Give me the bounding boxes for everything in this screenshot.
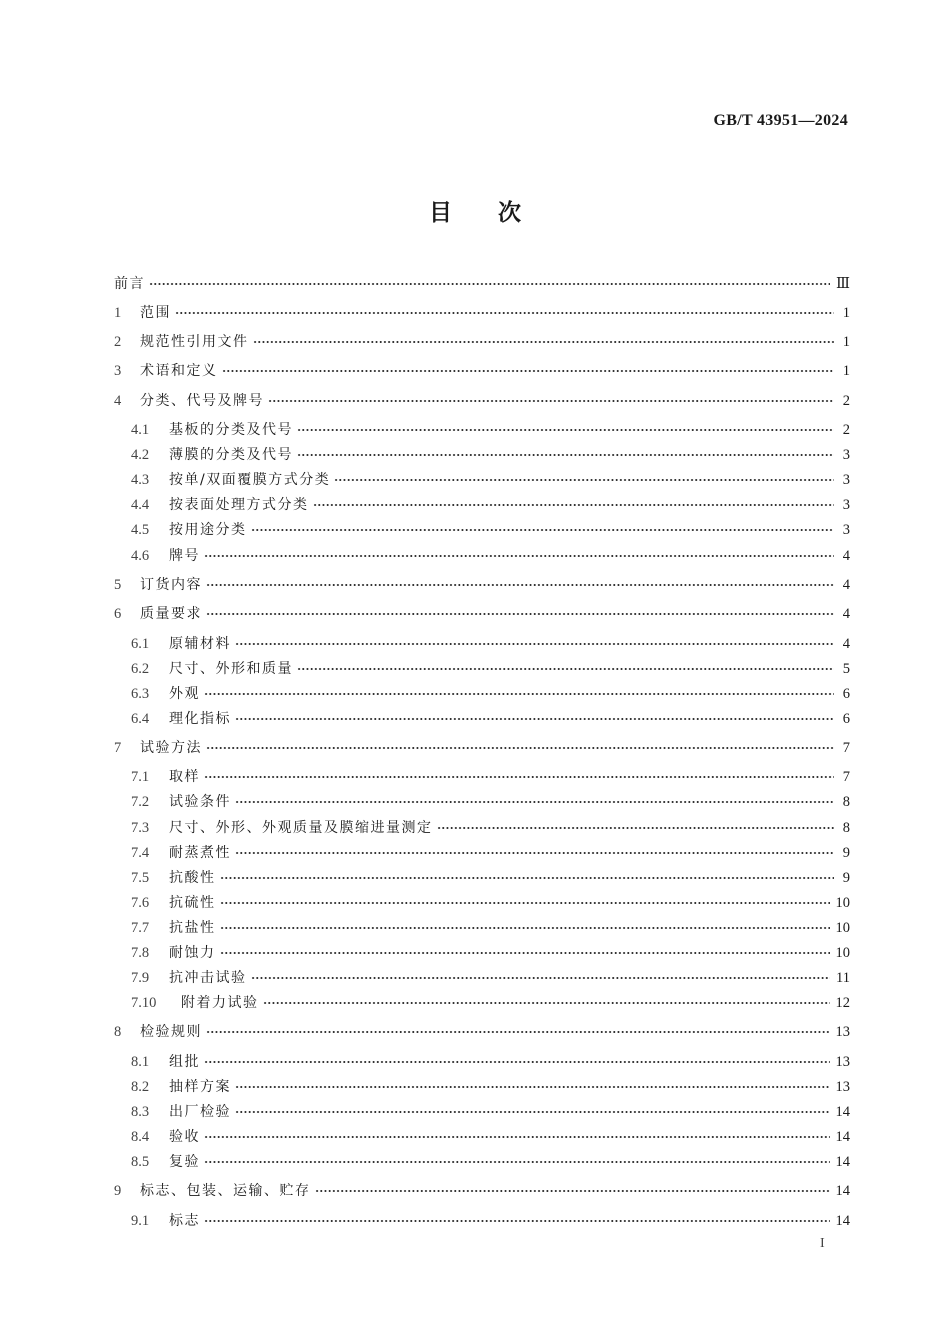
toc-entry-page: 8 (842, 820, 850, 836)
toc-entry-title: 抗盐性 (169, 920, 216, 936)
toc-entry-title: 标志、包装、运输、贮存 (140, 1183, 311, 1199)
dot-leader (220, 873, 835, 883)
toc-entry-number: 4.1 (131, 422, 150, 438)
toc-entry[interactable] (114, 361, 850, 381)
toc-entry-title: 薄膜的分类及代号 (169, 447, 293, 463)
toc-entry-title: 术语和定义 (140, 363, 218, 379)
toc-entry-number: 7.5 (131, 870, 150, 886)
toc-entry-number: 8.4 (131, 1129, 150, 1145)
toc-entry[interactable] (114, 604, 850, 624)
toc-entry-page: 8 (842, 794, 850, 810)
dot-leader (220, 898, 830, 908)
toc-entry[interactable] (131, 1152, 850, 1172)
dot-leader (263, 998, 830, 1008)
toc-entry[interactable] (131, 767, 850, 787)
toc-entry-number: 2 (114, 334, 122, 350)
toc-entry-title: 耐蚀力 (169, 945, 216, 961)
toc-entry-title: 外观 (169, 686, 200, 702)
toc-entry-page: Ⅲ (836, 276, 850, 292)
dot-leader (334, 475, 834, 485)
toc-entry[interactable] (114, 575, 850, 595)
toc-entry-page: 10 (835, 895, 850, 911)
dot-leader (235, 848, 834, 858)
toc-entry-number: 8 (114, 1024, 122, 1040)
toc-entry-number: 4.3 (131, 472, 150, 488)
toc-entry-page: 10 (835, 945, 850, 961)
toc-entry[interactable] (114, 738, 850, 758)
toc-entry-title: 标志 (169, 1213, 200, 1229)
toc-entry[interactable] (131, 709, 850, 729)
toc-entry-title: 规范性引用文件 (140, 334, 249, 350)
toc-entry-page: 4 (842, 636, 850, 652)
dot-leader (437, 823, 835, 833)
toc-entry-number: 7.3 (131, 820, 150, 836)
dot-leader (149, 279, 830, 289)
toc-entry[interactable] (131, 634, 850, 654)
toc-entry-title: 检验规则 (140, 1024, 202, 1040)
toc-entry-page: 3 (842, 472, 850, 488)
dot-leader (297, 664, 834, 674)
toc-entry-page: 4 (842, 577, 850, 593)
dot-leader (297, 425, 834, 435)
toc-entry-page: 1 (842, 305, 850, 321)
toc-entry-number: 4.4 (131, 497, 150, 513)
toc-entry[interactable] (131, 420, 850, 440)
toc-entry-page: 3 (842, 522, 850, 538)
toc-entry[interactable] (131, 792, 850, 812)
toc-entry-page: 3 (842, 497, 850, 513)
toc-entry-number: 7.8 (131, 945, 150, 961)
toc-entry-page: 1 (842, 363, 850, 379)
toc-entry[interactable] (114, 1022, 850, 1042)
dot-leader (204, 551, 834, 561)
toc-entry-page: 2 (842, 422, 850, 438)
toc-entry[interactable] (114, 303, 850, 323)
toc-entry[interactable] (131, 868, 850, 888)
toc-entry-number: 8.3 (131, 1104, 150, 1120)
toc-entry-title: 牌号 (169, 548, 200, 564)
toc-title: 目 次 (429, 200, 521, 226)
toc-entry[interactable] (131, 918, 850, 938)
toc-entry-number: 6.2 (131, 661, 150, 677)
toc-entry-title: 尺寸、外形和质量 (169, 661, 293, 677)
toc-entry-title: 耐蒸煮性 (169, 845, 231, 861)
dot-leader (235, 1082, 830, 1092)
toc-entry-page: 6 (842, 686, 850, 702)
toc-entry-page: 6 (842, 711, 850, 727)
toc-entry-page: 7 (842, 769, 850, 785)
toc-entry-title: 范围 (140, 305, 171, 321)
toc-entry[interactable] (131, 520, 850, 540)
dot-leader (253, 337, 835, 347)
dot-leader (315, 1186, 830, 1196)
toc-entry-title: 抽样方案 (169, 1079, 231, 1095)
toc-entry[interactable] (131, 495, 850, 515)
toc-entry-number: 7.2 (131, 794, 150, 810)
dot-leader (204, 689, 834, 699)
toc-entry-page: 13 (835, 1079, 850, 1095)
toc-entry-number: 4.2 (131, 447, 150, 463)
toc-entry-number: 5 (114, 577, 122, 593)
toc-entry-page: 7 (842, 740, 850, 756)
toc-entry-title: 尺寸、外形、外观质量及膜缩进量测定 (169, 820, 433, 836)
dot-leader (175, 308, 834, 318)
toc-entry-title: 按用途分类 (169, 522, 247, 538)
toc-entry[interactable] (131, 943, 850, 963)
toc-entry-page: 9 (842, 845, 850, 861)
toc-entry-title: 订货内容 (140, 577, 202, 593)
toc-entry-page: 2 (842, 393, 850, 409)
dot-leader (251, 973, 831, 983)
toc-entry-number: 1 (114, 305, 122, 321)
dot-leader (206, 609, 834, 619)
toc-entry-title: 原辅材料 (169, 636, 231, 652)
toc-entry[interactable] (114, 391, 850, 411)
toc-entry-number: 8.1 (131, 1054, 150, 1070)
dot-leader (235, 797, 834, 807)
toc-entry-number: 6 (114, 606, 122, 622)
toc-entry-page: 4 (842, 606, 850, 622)
toc-entry-page: 14 (835, 1104, 850, 1120)
toc-entry-page: 13 (835, 1024, 850, 1040)
dot-leader (222, 366, 835, 376)
toc-entry-number: 8.5 (131, 1154, 150, 1170)
toc-entry-title: 基板的分类及代号 (169, 422, 293, 438)
toc-entry-page: 14 (835, 1213, 850, 1229)
dot-leader (204, 1057, 830, 1067)
dot-leader (313, 500, 835, 510)
toc-entry[interactable] (131, 546, 850, 566)
toc-entry-page: 1 (842, 334, 850, 350)
dot-leader (268, 396, 834, 406)
toc-entry-page: 14 (835, 1154, 850, 1170)
toc-entry[interactable] (131, 1211, 850, 1231)
toc-entry[interactable] (131, 843, 850, 863)
dot-leader (204, 772, 834, 782)
toc-entry[interactable] (131, 1127, 850, 1147)
toc-entry[interactable] (131, 818, 850, 838)
toc-entry-title: 组批 (169, 1054, 200, 1070)
toc-entry-number: 4 (114, 393, 122, 409)
toc-entry-number: 9 (114, 1183, 122, 1199)
toc-entry-number: 8.2 (131, 1079, 150, 1095)
toc-entry-page: 9 (842, 870, 850, 886)
toc-entry[interactable] (131, 684, 850, 704)
dot-leader (206, 580, 834, 590)
toc-entry-title: 抗硫性 (169, 895, 216, 911)
toc-entry-number: 6.4 (131, 711, 150, 727)
toc-entry[interactable] (131, 1052, 850, 1072)
toc-entry-number: 7.6 (131, 895, 150, 911)
toc-entry-number: 4.5 (131, 522, 150, 538)
dot-leader (206, 1027, 830, 1037)
toc-entry-title: 试验条件 (169, 794, 231, 810)
toc-entry-page: 11 (836, 970, 850, 986)
toc-entry[interactable] (131, 1102, 850, 1122)
dot-leader (235, 714, 834, 724)
toc-entry-page: 3 (842, 447, 850, 463)
toc-entry-title: 附着力试验 (181, 995, 259, 1011)
toc-entry-title: 分类、代号及牌号 (140, 393, 264, 409)
dot-leader (251, 525, 835, 535)
toc-entry-number: 6.3 (131, 686, 150, 702)
toc-entry-number: 9.1 (131, 1213, 150, 1229)
toc-entry-number: 7.9 (131, 970, 150, 986)
toc-entry-title: 质量要求 (140, 606, 202, 622)
toc-entry[interactable] (131, 470, 850, 490)
toc-entry[interactable] (131, 968, 850, 988)
toc-entry-title: 按单/双面覆膜方式分类 (169, 472, 331, 488)
dot-leader (204, 1216, 830, 1226)
toc-entry-page: 14 (835, 1183, 850, 1199)
toc-entry-title: 按表面处理方式分类 (169, 497, 309, 513)
toc-entry[interactable] (114, 1181, 850, 1201)
dot-leader (235, 1107, 830, 1117)
toc-entry-title: 前言 (114, 276, 145, 292)
toc-entry-page: 10 (835, 920, 850, 936)
dot-leader (220, 948, 830, 958)
toc-entry-page: 13 (835, 1054, 850, 1070)
toc-entry-number: 3 (114, 363, 122, 379)
page-number: I (820, 1236, 825, 1251)
toc-entry-title: 试验方法 (140, 740, 202, 756)
dot-leader (220, 923, 830, 933)
toc-entry[interactable] (114, 274, 850, 294)
toc-entry-number: 7.1 (131, 769, 150, 785)
toc-entry-title: 复验 (169, 1154, 200, 1170)
toc-entry-number: 7 (114, 740, 122, 756)
toc-entry-page: 4 (842, 548, 850, 564)
toc-entry-title: 抗酸性 (169, 870, 216, 886)
toc-entry[interactable] (131, 993, 850, 1013)
dot-leader (206, 743, 834, 753)
toc-entry-page: 12 (835, 995, 850, 1011)
standard-code: GB/T 43951—2024 (713, 112, 848, 129)
dot-leader (235, 639, 834, 649)
dot-leader (204, 1157, 830, 1167)
dot-leader (297, 450, 834, 460)
toc-entry[interactable] (131, 445, 850, 465)
toc-entry-number: 6.1 (131, 636, 150, 652)
toc-entry-title: 抗冲击试验 (169, 970, 247, 986)
toc-entry-page: 14 (835, 1129, 850, 1145)
toc-entry-number: 7.7 (131, 920, 150, 936)
toc-entry-title: 验收 (169, 1129, 200, 1145)
toc-entry[interactable] (131, 893, 850, 913)
toc-entry-number: 4.6 (131, 548, 150, 564)
toc-entry-title: 理化指标 (169, 711, 231, 727)
toc-entry-title: 出厂检验 (169, 1104, 231, 1120)
toc-entry[interactable] (131, 1077, 850, 1097)
toc-entry[interactable] (131, 659, 850, 679)
toc-entry[interactable] (114, 332, 850, 352)
toc-entry-number: 7.10 (131, 995, 157, 1011)
toc-entry-number: 7.4 (131, 845, 150, 861)
dot-leader (204, 1132, 830, 1142)
toc-entry-page: 5 (842, 661, 850, 677)
toc-entry-title: 取样 (169, 769, 200, 785)
